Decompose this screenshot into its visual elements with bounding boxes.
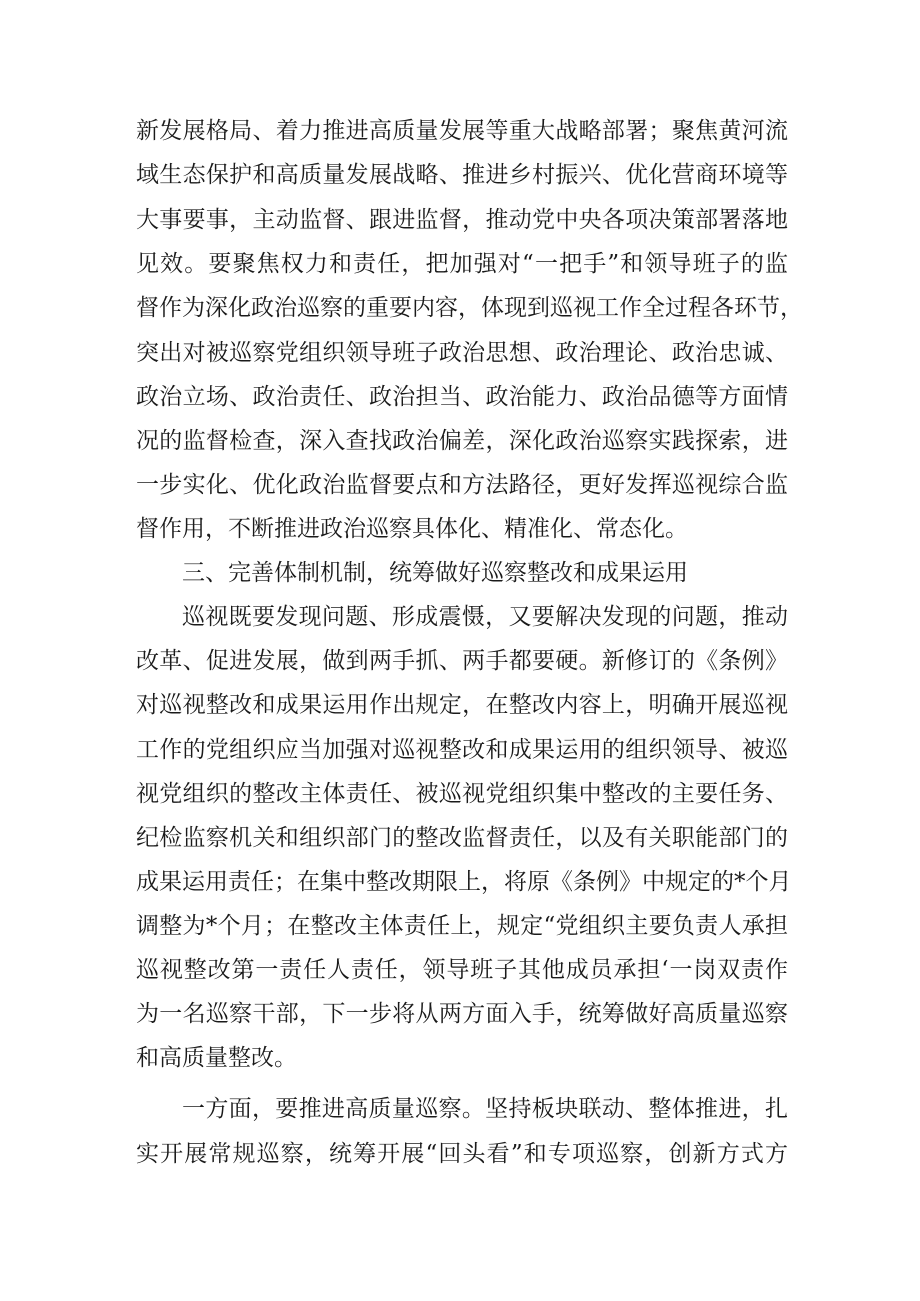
text-line: 见效。要聚焦权力和责任，把加强对“一把手”和领导班子的监	[136, 251, 788, 277]
text-line: 突出对被巡察党组织领导班子政治思想、政治理论、政治忠诚、	[136, 340, 788, 366]
text-line: 一步实化、优化政治监督要点和方法路径，更好发挥巡视综合监	[136, 472, 788, 498]
text-line: 工作的党组织应当加强对巡视整改和成果运用的组织领导、被巡	[136, 737, 788, 763]
text-line: 为一名巡察干部，下一步将从两方面入手，统筹做好高质量巡察	[136, 1001, 788, 1027]
text-line: 域生态保护和高质量发展战略、推进乡村振兴、优化营商环境等	[136, 162, 788, 188]
section-heading: 三、完善体制机制，统筹做好巡察整改和成果运用	[182, 560, 688, 586]
text-line: 况的监督检查，深入查找政治偏差，深化政治巡察实践探索，进	[136, 428, 788, 454]
text-line: 政治立场、政治责任、政治担当、政治能力、政治品德等方面情	[136, 384, 788, 410]
text-line: 大事要事，主动监督、跟进监督，推动党中央各项决策部署落地	[136, 207, 788, 233]
text-line: 纪检监察机关和组织部门的整改监督责任，以及有关职能部门的	[136, 825, 788, 851]
text-line: 对巡视整改和成果运用作出规定，在整改内容上，明确开展巡视	[136, 692, 788, 718]
text-line: 督作为深化政治巡察的重要内容，体现到巡视工作全过程各环节，	[136, 295, 803, 321]
text-line: 新发展格局、着力推进高质量发展等重大战略部署；聚焦黄河流	[136, 118, 788, 144]
text-line: 督作用，不断推进政治巡察具体化、精准化、常态化。	[136, 516, 688, 542]
text-line: 和高质量整改。	[136, 1045, 297, 1071]
text-line: 一方面，要推进高质量巡察。坚持板块联动、整体推进，扎	[182, 1096, 788, 1122]
text-line: 调整为*个月；在整改主体责任上，规定“党组织主要负责人承担	[136, 913, 788, 939]
text-line: 成果运用责任；在集中整改期限上，将原《条例》中规定的*个月	[136, 869, 792, 895]
text-line: 巡视整改第一责任人责任，领导班子其他成员承担‘一岗双责作	[136, 957, 788, 983]
text-line: 视党组织的整改主体责任、被巡视党组织集中整改的主要任务、	[136, 781, 788, 807]
text-line: 巡视既要发现问题、形成震慑，又要解决发现的问题，推动	[182, 604, 788, 630]
text-line: 实开展常规巡察，统筹开展“回头看”和专项巡察，创新方式方	[136, 1141, 788, 1167]
text-line: 改革、促进发展，做到两手抓、两手都要硬。新修订的《条例》	[136, 648, 788, 674]
